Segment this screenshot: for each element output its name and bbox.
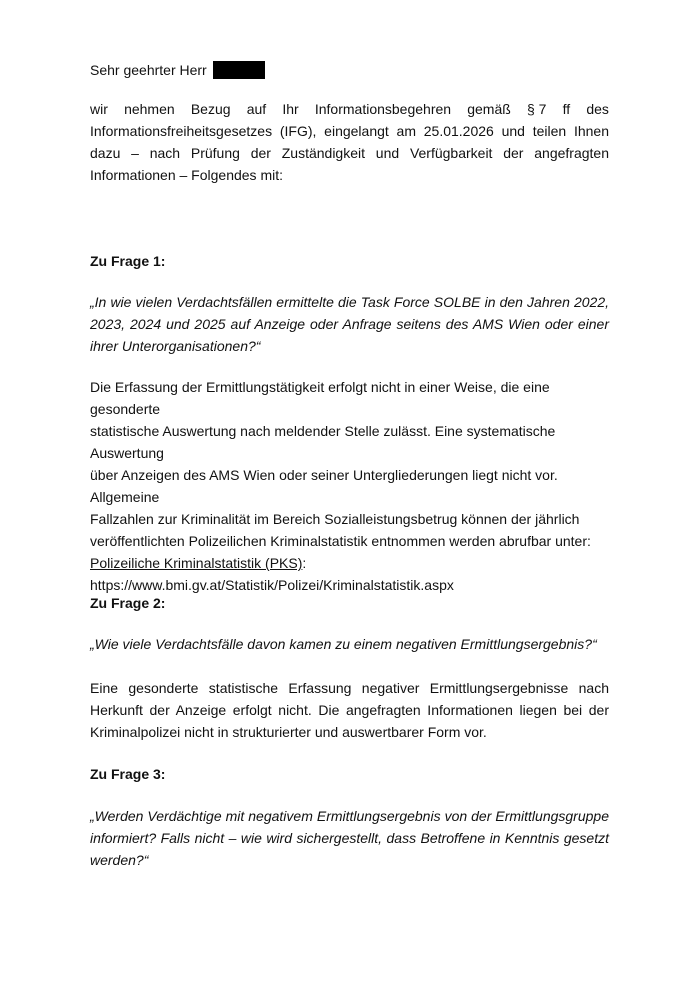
intro-word: gemäß — [467, 101, 511, 117]
intro-continuation: Informationsfreiheitsgesetzes (IFG), eingelangt am 25.01.2026 und teilen Ihnen dazu – nach Prüfung der Zuständigkeit und Verfügbarkeit der angefragten Informationen – Folgendes mit: — [90, 123, 609, 183]
section-2-answer: Eine gesonderte statistische Erfassung negativer Ermittlungsergebnisse nach Herkunft der Anzeige erfolgt nicht. Die angefragten Informationen liegen bei der Kriminalpolizei nicht in strukturierter und auswertbarer Form vor. — [90, 680, 609, 740]
section-3-heading: Zu Frage 3: — [90, 766, 166, 782]
section-2-question: „Wie viele Verdachtsfälle davon kamen zu einem negativen Ermittlungsergebnis?“ — [90, 636, 597, 652]
answer-line: über Anzeigen des AMS Wien oder seiner Untergliederungen liegt nicht vor. Allgemeine — [90, 467, 558, 505]
answer-line: Fallzahlen zur Kriminalität im Bereich Sozialleistungsbetrug können der jährlich — [90, 511, 580, 527]
salutation — [90, 59, 609, 81]
intro-word: Ihr — [282, 101, 299, 117]
section-1-question: „In wie vielen Verdachtsfällen ermittelte die Task Force SOLBE in den Jahren 2022, 2023, 2024 und 2025 auf Anzeige oder Anfrage seitens des AMS Wien oder einer ihrer Unterorganisationen?“ — [90, 294, 609, 354]
pks-url: https://www.bmi.gv.at/Statistik/Polizei/Kriminalstatistik.aspx — [90, 577, 454, 593]
intro-word: ff — [562, 101, 571, 117]
intro-word: § 7 — [526, 101, 547, 117]
answer-line: Die Erfassung der Ermittlungstätigkeit erfolgt nicht in einer Weise, die eine gesonderte — [90, 379, 550, 417]
section-1-heading: Zu Frage 1: — [90, 253, 166, 269]
pks-link-suffix: : — [302, 555, 307, 571]
answer-line: statistische Auswertung nach meldender Stelle zulässt. Eine systematische Auswertung — [90, 423, 556, 461]
section-1-answer — [90, 376, 609, 596]
intro-first-line — [90, 98, 609, 120]
section-2-heading: Zu Frage 2: — [90, 595, 166, 611]
intro-word: wir — [90, 101, 108, 117]
pks-link[interactable]: Polizeiliche Kriminalstatistik (PKS) — [90, 555, 303, 571]
intro-word: nehmen — [124, 101, 175, 117]
intro-word: des — [586, 101, 609, 117]
pks-link-line — [90, 552, 609, 574]
intro-paragraph — [90, 98, 609, 186]
intro-word: auf — [246, 101, 267, 117]
intro-word: Bezug — [190, 101, 231, 117]
answer-line: veröffentlichten Polizeilichen Kriminalstatistik entnommen werden abrufbar unter: — [90, 533, 591, 549]
salutation-text: Sehr geehrter Herr — [90, 62, 207, 78]
intro-word: Informationsbegehren — [314, 101, 452, 117]
redacted-name — [213, 61, 265, 79]
section-3-question: „Werden Verdächtige mit negativem Ermittlungsergebnis von der Ermittlungsgruppe informiert? Falls nicht – wie wird sichergestellt, dass Betroffene in Kenntnis gesetzt werden?“ — [90, 808, 609, 868]
